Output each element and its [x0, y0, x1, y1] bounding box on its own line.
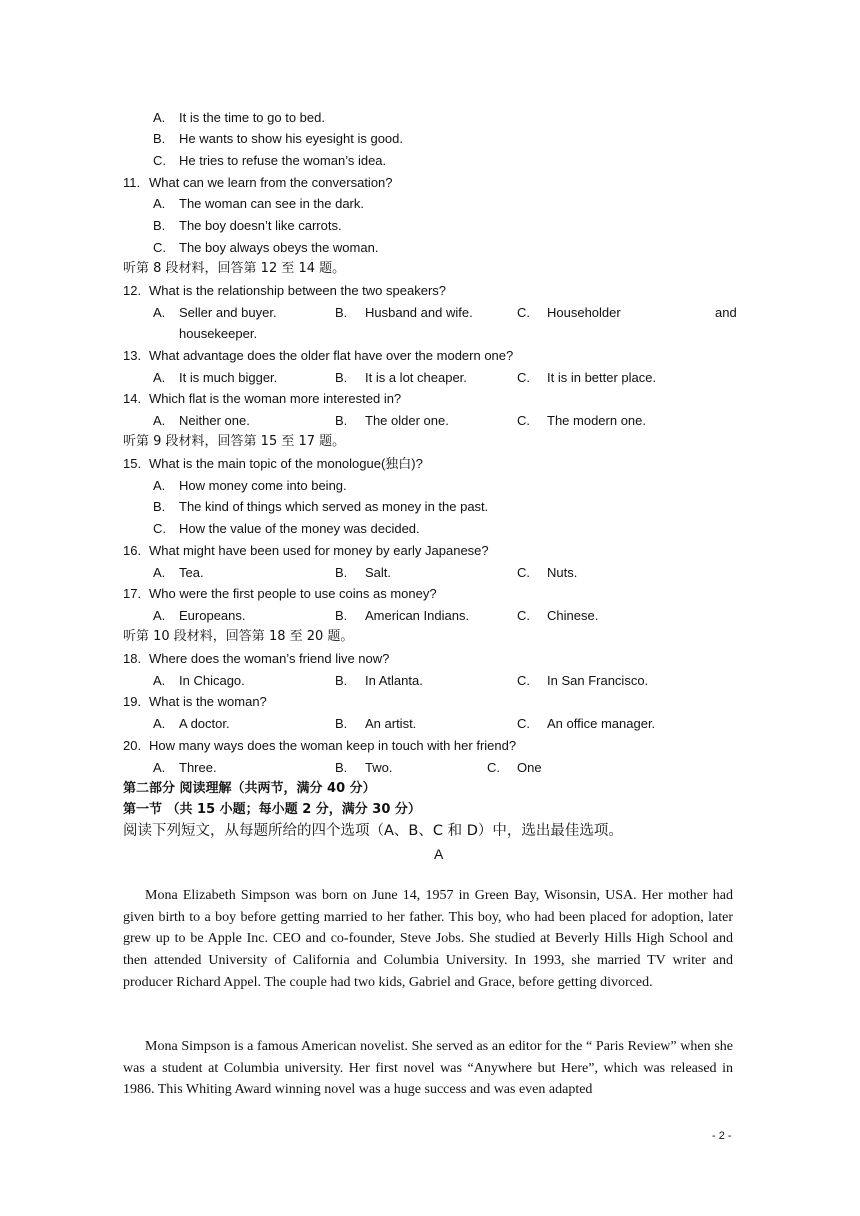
q20-option-c-text: One	[517, 760, 542, 775]
q17-option-b-text: American Indians.	[365, 608, 470, 623]
q14-option-a-text: Neither one.	[179, 413, 250, 428]
q11-number: 11.	[123, 175, 141, 190]
q16-option-c-letter: C.	[517, 565, 530, 580]
q17-option-c-letter: C.	[517, 608, 530, 623]
q11-option-c-letter: C.	[153, 240, 166, 255]
q19-option-b-text: An artist.	[365, 716, 417, 731]
q18-question: Where does the woman’s friend live now?	[149, 651, 390, 666]
q19-option-c-text: An office manager.	[547, 716, 656, 731]
q12-option-a-text: Seller and buyer.	[179, 305, 277, 320]
q15-question: What is the main topic of the monologue(独白)?	[149, 456, 423, 471]
q14-option-b-letter: B.	[335, 413, 348, 428]
q19-number: 19.	[123, 694, 142, 709]
q17-option-b-letter: B.	[335, 608, 348, 623]
passage-paragraph-1: Mona Elizabeth Simpson was born on June 14, 1957 in Green Bay, Wisonsin, USA. Her mother had given birth to a boy before getting married to her father. This boy, who had been placed for adoption, later grew up to be Apple Inc. CEO and co-founder, Steve Jobs. She studied at Beverly Hills High School and then attended University of California and Columbia University. In 1993, she married TV writer and producer Richard Appel. The couple had two kids, Gabriel and Grace, before getting divorced.	[123, 888, 733, 990]
page-number: - 2 -	[712, 1130, 732, 1142]
q20-option-c-letter: C.	[487, 760, 500, 775]
q17-option-a-letter: A.	[153, 608, 166, 623]
q14-option-c-text: The modern one.	[547, 413, 647, 428]
q16-option-a-letter: A.	[153, 565, 166, 580]
q19-option-b-letter: B.	[335, 716, 348, 731]
q13-number: 13.	[123, 348, 142, 363]
q18-option-c-text: In San Francisco.	[547, 673, 649, 688]
q20-option-a-text: Three.	[179, 760, 217, 775]
q19-option-c-letter: C.	[517, 716, 530, 731]
q15-option-b-text: The kind of things which served as money in the past.	[179, 499, 489, 514]
q17-option-c-text: Chinese.	[547, 608, 599, 623]
q20-number: 20.	[123, 738, 142, 753]
q18-option-c-letter: C.	[517, 673, 530, 688]
q10-option-c-text: He tries to refuse the woman’s idea.	[179, 153, 387, 168]
q17-option-a-text: Europeans.	[179, 608, 246, 623]
q11-option-a-text: The woman can see in the dark.	[179, 196, 364, 211]
q12-option-c-letter: C.	[517, 305, 530, 320]
q18-number: 18.	[123, 651, 142, 666]
q19-option-a-letter: A.	[153, 716, 166, 731]
q14-number: 14.	[123, 391, 142, 406]
q17-number: 17.	[123, 586, 142, 601]
q14-option-b-text: The older one.	[365, 413, 449, 428]
q20-option-a-letter: A.	[153, 760, 166, 775]
q12-option-a-letter: A.	[153, 305, 166, 320]
q14-option-c-letter: C.	[517, 413, 530, 428]
q16-option-c-text: Nuts.	[547, 565, 578, 580]
section10-instruction: 听第 10 段材料，回答第 18 至 20 题。	[123, 629, 354, 644]
passage-paragraph-2: Mona Simpson is a famous American novelist. She served as an editor for the “ Paris Review” when she was a student at Columbia university. Her first novel was “Anywhere but Here”, which was released in 1986. This Whiting Award winning novel was a huge success and was even adapted	[123, 1039, 733, 1098]
q16-option-b-text: Salt.	[365, 565, 392, 580]
q12-option-c-text-part1: Householder	[547, 305, 621, 320]
q11-option-b-letter: B.	[153, 218, 166, 233]
q11-option-b-text: The boy doesn’t like carrots.	[179, 218, 342, 233]
q17-question: Who were the first people to use coins as money?	[149, 586, 437, 601]
q16-question: What might have been used for money by early Japanese?	[149, 543, 489, 558]
q18-option-b-letter: B.	[335, 673, 348, 688]
q14-option-a-letter: A.	[153, 413, 166, 428]
q14-question: Which flat is the woman more interested in?	[149, 391, 402, 406]
passage-label: A	[434, 846, 444, 862]
q15-option-a-text: How money come into being.	[179, 478, 347, 493]
q12-option-c-text-part2: and	[715, 305, 737, 320]
q18-option-b-text: In Atlanta.	[365, 673, 423, 688]
reading-instruction: 阅读下列短文，从每题所给的四个选项（A、B、C 和 D）中，选出最佳选项。	[123, 823, 623, 839]
q11-option-c-text: The boy always obeys the woman.	[179, 240, 379, 255]
q19-question: What is the woman?	[149, 694, 267, 709]
q10-option-b-letter: B.	[153, 131, 166, 146]
q12-question: What is the relationship between the two speakers?	[149, 283, 447, 298]
q15-number: 15.	[123, 456, 142, 471]
q20-option-b-letter: B.	[335, 760, 348, 775]
q16-option-b-letter: B.	[335, 565, 348, 580]
q13-option-a-letter: A.	[153, 370, 166, 385]
q18-option-a-text: In Chicago.	[179, 673, 245, 688]
section9-instruction: 听第 9 段材料，回答第 15 至 17 题。	[123, 434, 346, 449]
q16-option-a-text: Tea.	[179, 565, 204, 580]
q11-option-a-letter: A.	[153, 196, 166, 211]
q12-option-b-letter: B.	[335, 305, 348, 320]
q12-option-c-text-part3: housekeeper.	[179, 326, 258, 341]
q15-option-c-text: How the value of the money was decided.	[179, 521, 420, 536]
q10-option-b-text: He wants to show his eyesight is good.	[179, 131, 404, 146]
q13-option-b-text: It is a lot cheaper.	[365, 370, 467, 385]
q20-option-b-text: Two.	[365, 760, 393, 775]
q15-option-a-letter: A.	[153, 478, 166, 493]
section1-title: 第一节 （共 15 小题；每小题 2 分，满分 30 分）	[123, 802, 421, 817]
q13-option-b-letter: B.	[335, 370, 348, 385]
q13-question: What advantage does the older flat have over the modern one?	[149, 348, 514, 363]
q16-number: 16.	[123, 543, 142, 558]
q12-number: 12.	[123, 283, 142, 298]
q10-option-a-text: It is the time to go to bed.	[179, 110, 325, 125]
q13-option-c-letter: C.	[517, 370, 530, 385]
q12-option-b-text: Husband and wife.	[365, 305, 473, 320]
q13-option-a-text: It is much bigger.	[179, 370, 278, 385]
q13-option-c-text: It is in better place.	[547, 370, 657, 385]
q15-option-c-letter: C.	[153, 521, 166, 536]
q20-question: How many ways does the woman keep in touch with her friend?	[149, 738, 517, 753]
q15-option-b-letter: B.	[153, 499, 166, 514]
q11-question: What can we learn from the conversation?	[149, 175, 393, 190]
q19-option-a-text: A doctor.	[179, 716, 230, 731]
part2-title: 第二部分 阅读理解（共两节，满分 40 分）	[123, 781, 376, 796]
q10-option-a-letter: A.	[153, 110, 166, 125]
q10-option-c-letter: C.	[153, 153, 166, 168]
q18-option-a-letter: A.	[153, 673, 166, 688]
section8-instruction: 听第 8 段材料，回答第 12 至 14 题。	[123, 261, 346, 276]
